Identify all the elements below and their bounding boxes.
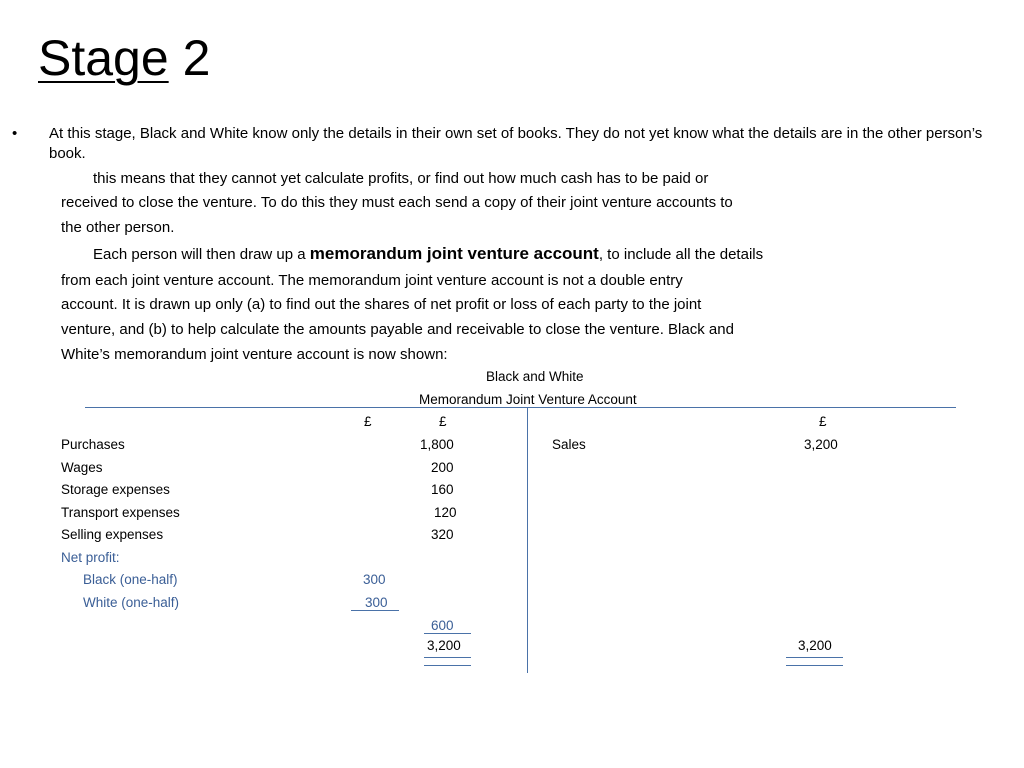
debit-total-double-rule-1 [424,657,471,658]
debit-label-transport: Transport expenses [61,505,180,520]
debit-amount-wages: 200 [431,460,454,475]
debit-label-storage: Storage expenses [61,482,170,497]
bullet-marker: • [12,125,18,142]
account-heading-title: Memorandum Joint Venture Account [419,392,637,407]
debit-total: 3,200 [427,638,461,653]
paragraph-3-post: , to include all the details [598,246,764,263]
paragraph-3-line-4: venture, and (b) to help calculate the amounts payable and receivable to close the venture. Black and [61,321,734,338]
net-profit-total: 600 [431,618,454,633]
currency-header-inner: £ [364,414,372,429]
account-center-rule [527,407,528,673]
debit-amount-purchases: 1,800 [420,437,454,452]
credit-amount-sales: 3,200 [804,437,838,452]
share-amount-white: 300 [365,595,388,610]
share-subtotal-rule [351,610,399,611]
slide-title [38,28,210,88]
paragraph-3-pre: Each person will then draw up a [93,246,310,263]
debit-label-selling: Selling expenses [61,527,164,542]
account-heading-name: Black and White [486,369,584,384]
title-rest: 2 [168,30,211,86]
credit-total-double-rule-2 [786,665,843,666]
credit-total-double-rule-1 [786,657,843,658]
paragraph-2-line-1: this means that they cannot yet calculate profits, or find out how much cash has to be paid or [93,170,709,187]
title-underlined: Stage [38,30,169,86]
paragraph-2-line-3: the other person. [61,219,175,236]
paragraph-3-line-3: account. It is drawn up only (a) to find out the shares of net profit or loss of each party to the joint [61,296,702,313]
credit-label-sales: Sales [552,437,586,452]
account-top-rule [85,407,956,408]
debit-amount-transport: 120 [434,505,457,520]
paragraph-3-line-2: from each joint venture account. The memorandum joint venture account is not a double entry [61,272,683,289]
net-profit-total-rule [424,633,471,634]
debit-total-double-rule-2 [424,665,471,666]
share-label-white: White (one-half) [83,595,180,610]
paragraph-2-line-2: received to close the venture. To do this they must each send a copy of their joint venture accounts to [61,194,733,211]
paragraph-3-line-1 [93,244,763,265]
debit-amount-selling: 320 [431,527,454,542]
net-profit-label: Net profit: [61,550,120,565]
debit-label-wages: Wages [61,460,103,475]
share-amount-black: 300 [363,572,386,587]
credit-total: 3,200 [798,638,832,653]
paragraph-3-line-5: White’s memorandum joint venture account is now shown: [61,346,448,363]
paragraph-1: At this stage, Black and White know only the details in their own set of books. They do not yet know what the details are in the other person’s book. [49,125,983,162]
currency-header-credit: £ [819,414,827,429]
paragraph-3-bold-term: memorandum joint venture account [309,244,599,263]
debit-label-purchases: Purchases [61,437,125,452]
debit-amount-storage: 160 [431,482,454,497]
currency-header-debit: £ [439,414,447,429]
share-label-black: Black (one-half) [83,572,178,587]
